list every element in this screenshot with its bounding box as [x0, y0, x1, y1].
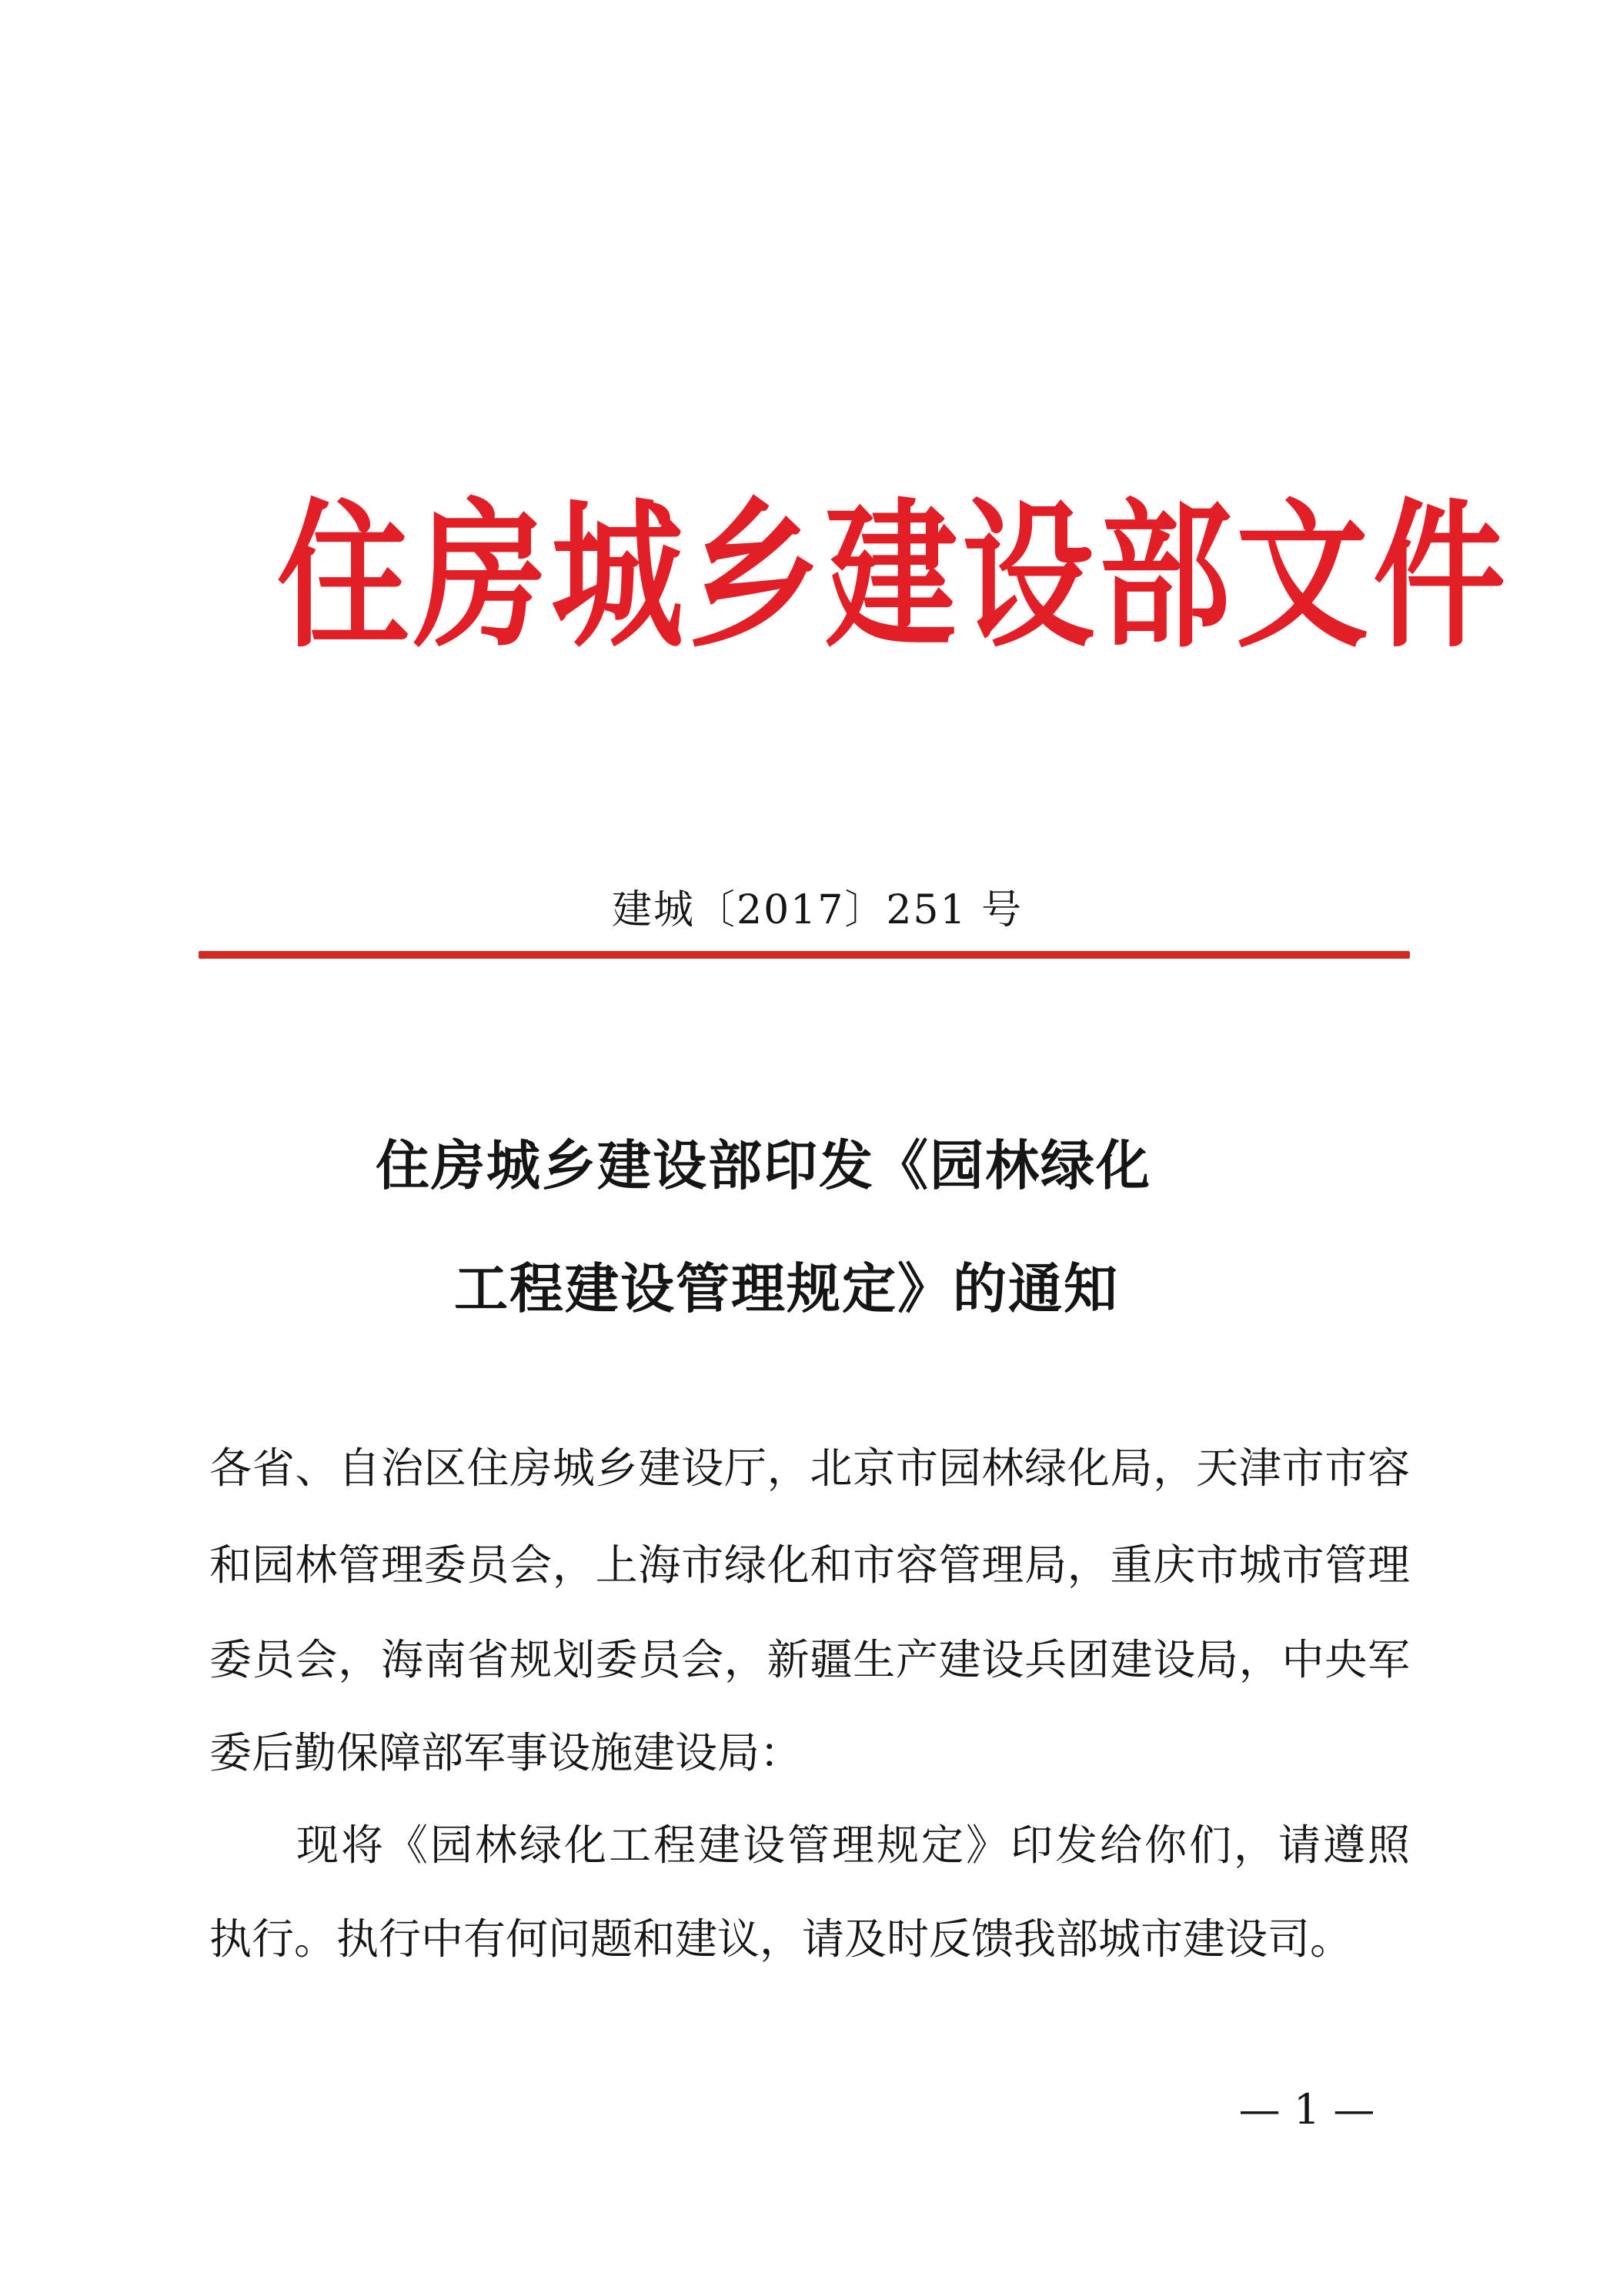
addressee-line-4: 委后勤保障部军事设施建设局：	[209, 1728, 803, 1777]
red-divider-rule	[199, 951, 1410, 959]
document-number: 建城〔2017〕251 号	[612, 887, 1024, 933]
addressee-line-1: 各省、自治区住房城乡建设厅，北京市园林绿化局，天津市市容	[209, 1443, 1410, 1493]
paragraph-line-1: 现将《园林绿化工程建设管理规定》印发给你们，请遵照	[296, 1820, 1410, 1870]
addressee-line-2: 和园林管理委员会，上海市绿化和市容管理局，重庆市城市管理	[209, 1540, 1410, 1590]
notice-title-line-2: 工程建设管理规定》的通知	[454, 1257, 1119, 1320]
paragraph-line-2: 执行。执行中有何问题和建议，请及时反馈我部城市建设司。	[209, 1914, 1353, 1964]
addressee-line-3: 委员会，海南省规划委员会，新疆生产建设兵团建设局，中央军	[209, 1635, 1410, 1684]
page-number: — 1 —	[1238, 2085, 1375, 2134]
notice-title-line-1: 住房城乡建设部印发《园林绿化	[376, 1134, 1151, 1197]
issuing-authority-header: 住房城乡建设部文件	[277, 483, 1510, 669]
